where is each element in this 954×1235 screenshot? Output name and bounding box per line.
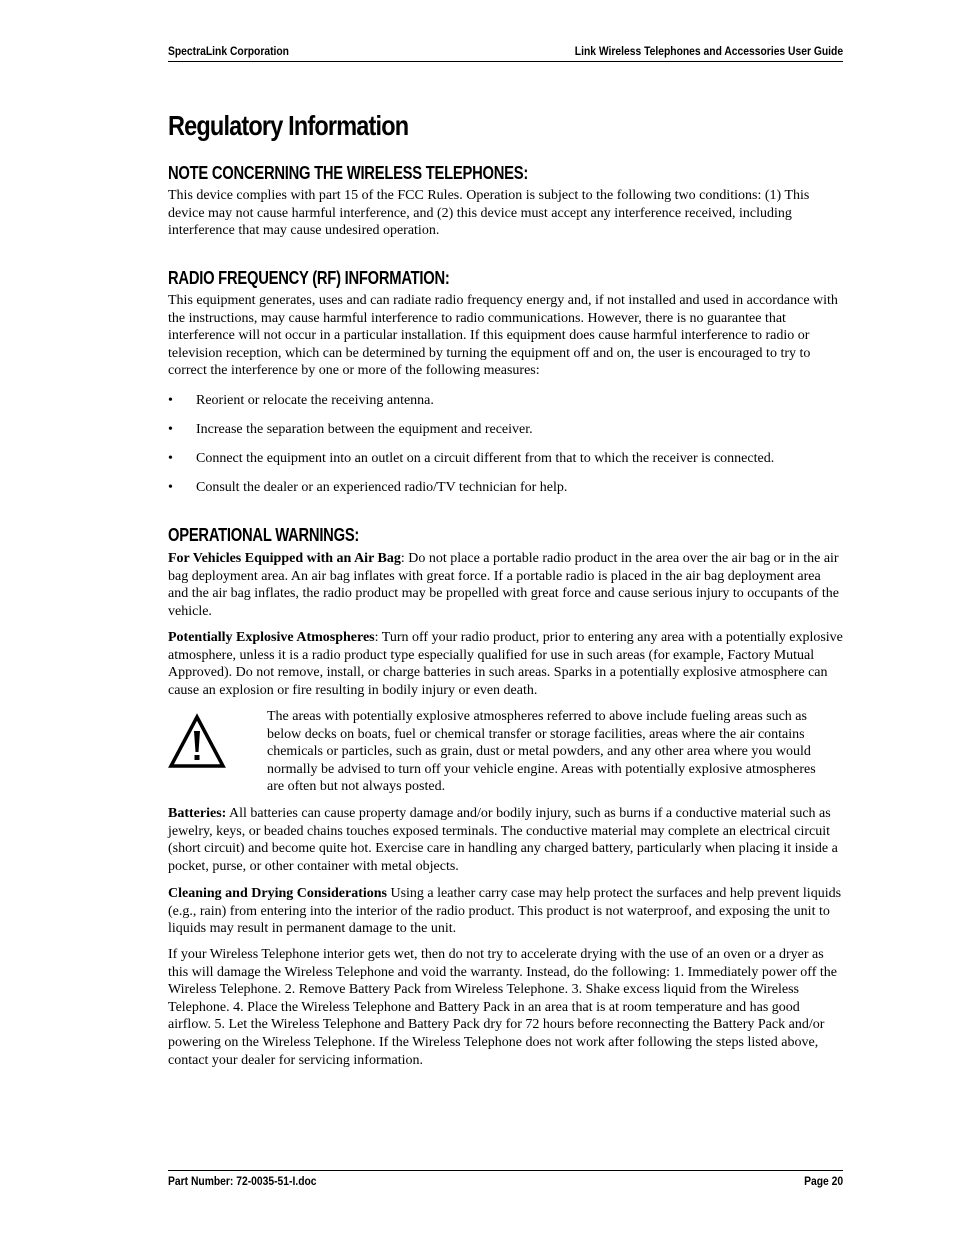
note-body: This device complies with part 15 of the FCC Rules. Operation is subject to the following two conditions: (1) This device may not cause harmful interference, and (2) this device must accept any interference received, including interference that may cause undesired operation. bbox=[168, 188, 810, 239]
explosive-label: Potentially Explosive Atmospheres bbox=[168, 630, 375, 645]
rf-heading: RADIO FREQUENCY (RF) INFORMATION: bbox=[168, 268, 450, 288]
explosive-paragraph bbox=[168, 629, 843, 699]
bullet-icon: • bbox=[168, 393, 173, 408]
airbag-label: For Vehicles Equipped with an Air Bag bbox=[168, 551, 401, 566]
page-title: Regulatory Information bbox=[168, 110, 409, 141]
batteries-text: All batteries can cause property damage and/or bodily injury, such as burns if a conductive material such as jewelry, keys, or beaded chains touches exposed terminals. The conductive material may complete an electrical circuit (short circuit) and become quite hot. Exercise care in handling any charged battery, particularly when placing it inside a pocket, purse, or other container with metal objects. bbox=[168, 806, 838, 874]
header-guide-title: Link Wireless Telephones and Accessories User Guide bbox=[574, 44, 844, 58]
cleaning-label: Cleaning and Drying Considerations bbox=[168, 886, 387, 901]
bullet-icon: • bbox=[168, 480, 173, 495]
explosive-text: : Turn off your radio product, prior to entering any area with a potentially explosive atmosphere, unless it is a radio product type especially qualified for use in such areas (for example, Factory Mutual Approved). Do not remove, install, or charge batteries in such areas. Sparks in a potentially explosive atmosphere can cause an explosion or fire resulting in bodily injury or even death. bbox=[168, 630, 843, 698]
batteries-paragraph bbox=[168, 805, 843, 875]
cleaning-paragraph bbox=[168, 885, 843, 938]
footer-part-number: Part Number: 72-0035-51-I.doc bbox=[168, 1174, 317, 1188]
page-header bbox=[168, 44, 843, 61]
bullet-text: Increase the separation between the equipment and receiver. bbox=[196, 422, 533, 437]
bullet-text: Consult the dealer or an experienced radio/TV technician for help. bbox=[196, 480, 568, 495]
warnings-heading: OPERATIONAL WARNINGS: bbox=[168, 525, 360, 545]
bullet-text: Connect the equipment into an outlet on a circuit different from that to which the receiver is connected. bbox=[196, 451, 775, 466]
airbag-text: : Do not place a portable radio product in the area over the air bag or in the air bag deployment area. An air bag inflates with great force. If a portable radio is placed in the air bag deployment area and the air bag inflates, the radio product may be propelled with great force and cause serious injury to occupants of the vehicle. bbox=[168, 551, 839, 619]
cleaning-text: Using a leather carry case may help protect the surfaces and help prevent liquids (e.g., rain) from entering into the interior of the radio product. This product is not waterproof, and exposing the unit to liquids may result in permanent damage to the unit. bbox=[168, 886, 842, 937]
note-heading: NOTE CONCERNING THE WIRELESS TELEPHONES: bbox=[168, 163, 529, 183]
wet-paragraph: If your Wireless Telephone interior gets wet, then do not try to accelerate drying with the use of an oven or a dryer as this will damage the Wireless Telephone and void the warranty. Instead, do the following: 1. Immediately power off the Wireless Telephone. 2. Remove Battery Pack from Wireless Telephone. 3. Shake excess liquid from the Wireless Telephone. 4. Place the Wireless Telephone and Battery Pack in an area that is at room temperature and has good airflow. 5. Let the Wireless Telephone and Battery Pack dry for 72 hours before reconnecting the Battery Pack and/or powering on the Wireless Telephone. If the Wireless Telephone does not work after following the steps listed above, contact your dealer for servicing information. bbox=[168, 947, 837, 1068]
bullet-icon: • bbox=[168, 422, 173, 437]
rf-body: This equipment generates, uses and can radiate radio frequency energy and, if not installed and used in accordance with the instructions, may cause harmful interference to radio communications. However, there is no guarantee that interference will not occur in a particular installation. If this equipment does cause harmful interference to radio or television reception, which can be determined by turning the equipment off and on, the user is encouraged to try to correct the interference by one or more of the following measures: bbox=[168, 293, 838, 379]
airbag-paragraph bbox=[168, 550, 843, 620]
warning-triangle-icon bbox=[168, 713, 226, 769]
batteries-label: Batteries: bbox=[168, 806, 227, 821]
footer-page-number: Page 20 bbox=[804, 1174, 844, 1188]
footer-rule bbox=[168, 1170, 843, 1171]
bullet-text: Reorient or relocate the receiving antenna. bbox=[196, 393, 434, 408]
header-company: SpectraLink Corporation bbox=[168, 44, 289, 58]
caution-text: The areas with potentially explosive atmospheres referred to above include fueling areas such as below decks on boats, fuel or chemical transfer or storage facilities, areas where the air contains chemicals or particles, such as grain, dust or metal powders, and any other area where you would normally be advised to turn off your vehicle engine. Areas with potentially explosive atmospheres are often but not always posted. bbox=[267, 709, 816, 795]
header-rule bbox=[168, 61, 843, 62]
bullet-icon: • bbox=[168, 451, 173, 466]
page-footer bbox=[168, 1174, 843, 1191]
